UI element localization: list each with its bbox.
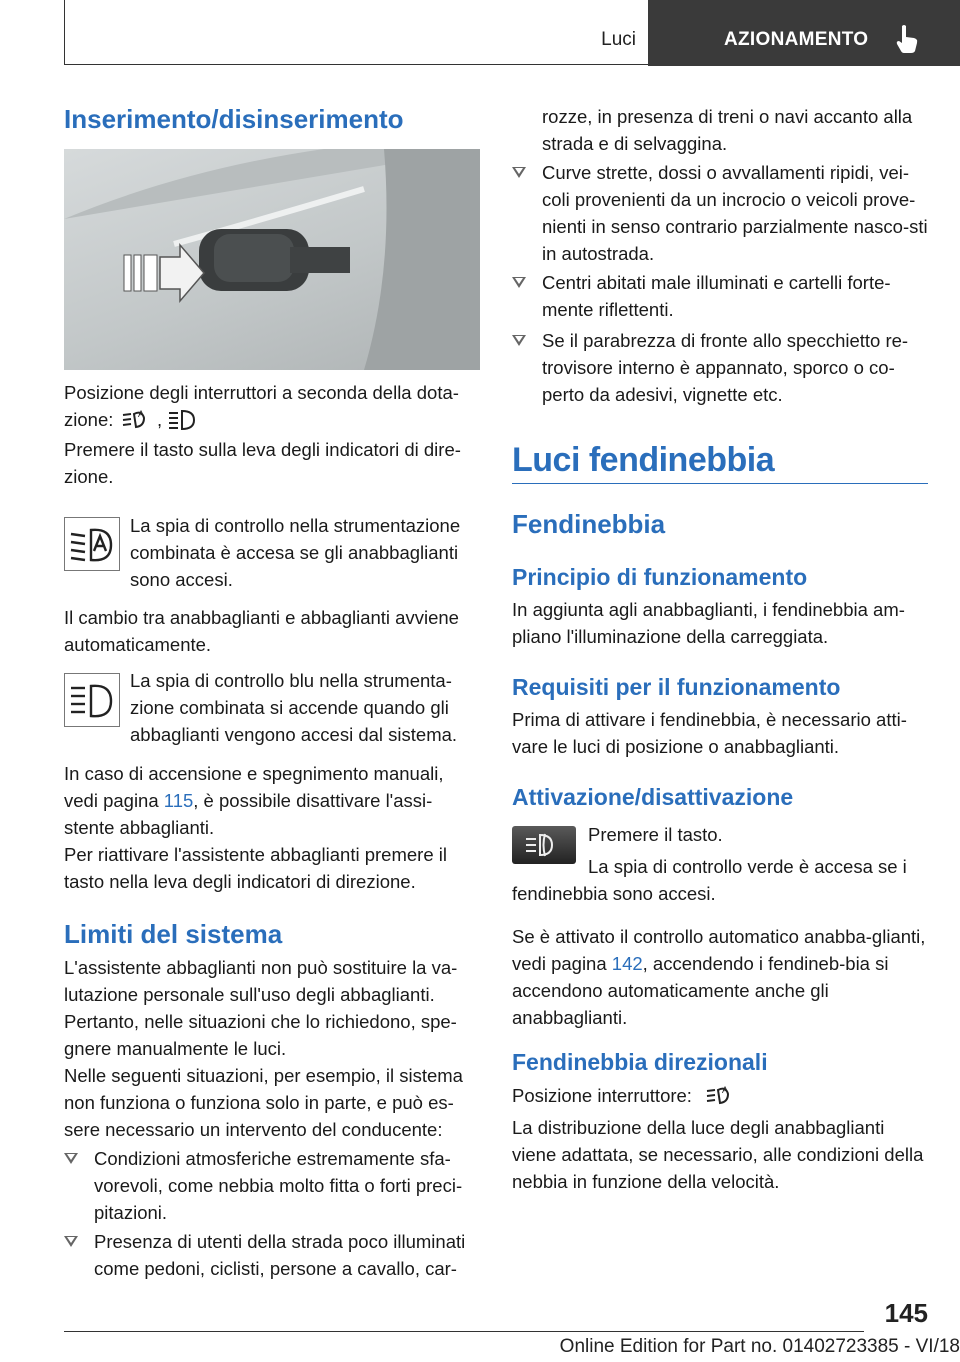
heading-direzionali: Fendinebbia direzionali bbox=[512, 1049, 768, 1075]
auto-high-beam-icon bbox=[706, 1084, 732, 1108]
text-distribuzione: La distribuzione della luce degli anabbaglianti viene adattata, se necessario, alle condizioni della nebbia in funzione della velocità. bbox=[512, 1117, 924, 1192]
link-page-115[interactable]: 115 bbox=[163, 790, 194, 811]
text-premere-tasto: Premere il tasto. bbox=[588, 824, 723, 845]
text-se-attivato bbox=[512, 923, 928, 1031]
stalk-photo bbox=[64, 149, 480, 370]
footer-rule bbox=[64, 1331, 864, 1332]
high-beam-icon bbox=[168, 408, 196, 432]
link-page-142[interactable]: 142 bbox=[611, 953, 643, 974]
text-premere: Premere il tasto sulla leva degli indicatori di dire-zione. bbox=[64, 439, 461, 487]
list-item bbox=[512, 327, 928, 408]
list-item-text: Se il parabrezza di fronte allo specchietto re-trovisore interno è appannato, sporco o co-perto da adesivi, vignette etc. bbox=[542, 330, 909, 405]
text-se-b: , accendendo i fendineb-bia si accendono automaticamente anche gli anabbaglianti. bbox=[512, 953, 889, 1028]
text-caso-b: , è possibile disattivare l'assi-stente abbaglianti. bbox=[64, 790, 433, 838]
list-item bbox=[64, 1145, 480, 1226]
text-posizione: Posizione degli interruttori a seconda della dota- bbox=[64, 382, 459, 403]
text-spia-verde: La spia di controllo verde è accesa se i fendinebbia sono accesi. bbox=[512, 856, 907, 904]
list-item-text: Condizioni atmosferiche estremamente sfa-vorevoli, come nebbia molto fitta o forti preci-pitazioni. bbox=[94, 1148, 463, 1223]
header-left-line bbox=[64, 0, 65, 65]
text-indicator-low-beam: La spia di controllo nella strumentazione combinata è accesa se gli anabbaglianti sono accesi. bbox=[130, 515, 461, 590]
text-indicator-high-beam: La spia di controllo blu nella strumenta-zione combinata si accende quando gli abbaglianti vengono accesi dal sistema. bbox=[130, 670, 458, 745]
header-chapter: AZIONAMENTO bbox=[724, 29, 869, 50]
page-number: 145 bbox=[884, 1298, 928, 1328]
text-posizione-interruttore: Posizione interruttore: bbox=[512, 1085, 692, 1106]
text-caso bbox=[64, 760, 480, 841]
heading-inserimento: Inserimento/disinserimento bbox=[64, 104, 404, 134]
heading-rule bbox=[512, 483, 928, 484]
header-rule bbox=[64, 64, 650, 65]
text-caso-a: In caso di accensione e spegnimento manuali, vedi pagina bbox=[64, 763, 444, 811]
heading-luci-fendinebbia: Luci fendinebbia bbox=[512, 441, 775, 479]
list-item-text: Presenza di utenti della strada poco illuminati come pedoni, ciclisti, persone a cavallo, car- bbox=[94, 1231, 466, 1279]
heading-requisiti: Requisiti per il funzionamento bbox=[512, 674, 841, 700]
auto-low-beam-indicator-icon bbox=[64, 517, 120, 571]
auto-high-beam-icon bbox=[122, 408, 148, 432]
heading-limiti: Limiti del sistema bbox=[64, 919, 283, 949]
text-seguenti: Nelle seguenti situazioni, per esempio, il sistema non funziona o funziona solo in parte, e può es-sere necessario un intervento del conducente: bbox=[64, 1065, 463, 1140]
footer-edition: Online Edition for Part no. 01402723385 - VI/18 bbox=[559, 1336, 960, 1357]
text-principio: In aggiunta agli anabbaglianti, i fendinebbia am-pliano l'illuminazione della carreggiata. bbox=[512, 599, 905, 647]
text-riattivare: Per riattivare l'assistente abbaglianti premere il tasto nella leva degli indicatori di direzione. bbox=[64, 844, 447, 892]
text-assistente: L'assistente abbaglianti non può sostituire la va-lutazione personale sull'uso degli abbaglianti. Pertanto, nelle situazioni che lo richiedono, spe-gnere manualmente le luci. bbox=[64, 957, 458, 1059]
text-zione: zione: bbox=[64, 409, 114, 430]
list-item-text: Centri abitati male illuminati e cartelli forte-mente riflettenti. bbox=[542, 272, 891, 320]
text-comma: , bbox=[157, 409, 163, 430]
list-item-continued: rozze, in presenza di treni o navi accanto alla strada e di selvaggina. bbox=[542, 106, 913, 154]
header-section: Luci bbox=[601, 29, 636, 50]
list-item bbox=[64, 1228, 480, 1282]
text-requisiti: Prima di attivare i fendinebbia, è necessario atti-vare le luci di posizione o anabbaglianti. bbox=[512, 709, 907, 757]
high-beam-indicator-icon bbox=[64, 673, 120, 727]
svg-text:A: A bbox=[722, 1085, 729, 1095]
list-item bbox=[512, 159, 928, 267]
heading-principio: Principio di funzionamento bbox=[512, 564, 808, 590]
list-item bbox=[512, 269, 928, 323]
heading-attivazione: Attivazione/disattivazione bbox=[512, 784, 794, 810]
list-item-text: Curve strette, dossi o avvallamenti ripidi, vei-coli provenienti da un incrocio o veicoli prove-nienti in senso contrario parzialmente nasco-sti in autostrada. bbox=[542, 162, 928, 264]
text-se-a: Se è attivato il controllo automatico anabba-glianti, vedi pagina bbox=[512, 926, 926, 974]
heading-fendinebbia: Fendinebbia bbox=[512, 509, 666, 539]
svg-text:A: A bbox=[138, 409, 145, 419]
hand-pointer-icon bbox=[894, 24, 920, 54]
text-cambio: Il cambio tra anabbaglianti e abbaglianti avviene automaticamente. bbox=[64, 607, 459, 655]
